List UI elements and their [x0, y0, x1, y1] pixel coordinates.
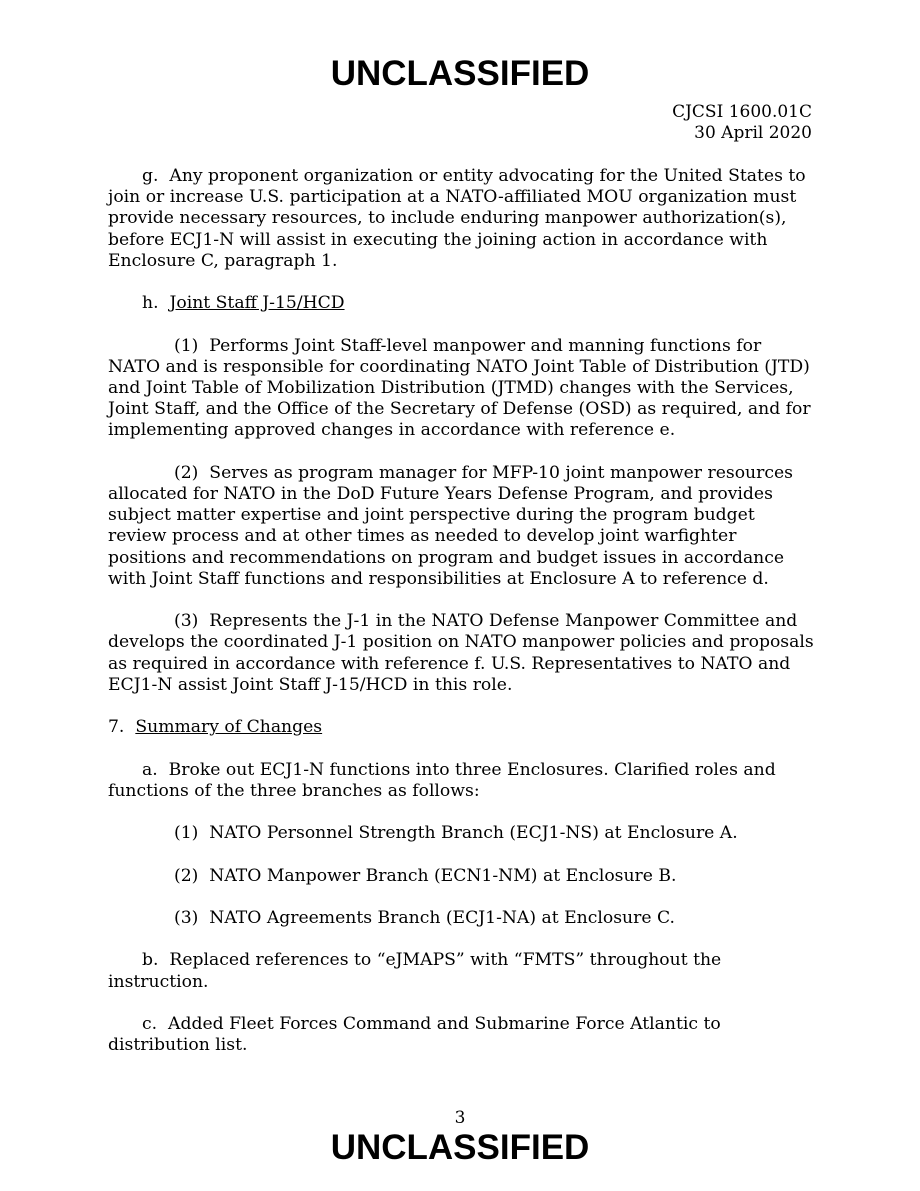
- paragraph-text: Any proponent organization or entity advocating for the United States to join or increase U.S. participation at a NATO-affiliated MOU organization must provide necessary resources, to include enduring manpower authorization(s), before ECJ1-N will assist in executing the joining action in accordance with Enclosure C, paragraph 1.: [108, 166, 806, 271]
- subparagraph-label: (2): [174, 865, 199, 886]
- section-label: 7.: [108, 717, 125, 738]
- subparagraph-text: Performs Joint Staff-level manpower and manning functions for NATO and is responsible for coordinating NATO Joint Table of Distribution (JTD) and Joint Table of Mobilization Distribution (JTMD) changes with the Services, Joint Staff, and the Office of the Secretary of Defense (OSD) as required, and for implementing approved changes in accordance with reference e.: [108, 335, 811, 441]
- paragraph-g: [108, 166, 818, 272]
- paragraph-h-heading: [108, 293, 818, 314]
- paragraph-text: Replaced references to “eJMAPS” with “FMTS” throughout the instruction.: [108, 950, 722, 992]
- paragraph-label: c.: [142, 1013, 158, 1034]
- subparagraph-label: (3): [174, 907, 199, 928]
- section-7-heading: [108, 717, 818, 738]
- subparagraph-label: (3): [174, 611, 199, 632]
- doc-date: 30 April 2020: [694, 123, 812, 143]
- paragraph-h-3: [108, 611, 818, 696]
- paragraph-h-2: [108, 463, 818, 590]
- subparagraph-text: Serves as program manager for MFP-10 joint manpower resources allocated for NATO in the DoD Future Years Defense Program, and provides subject matter expertise and joint perspective during the program budget review process and at other times as needed to develop joint warfighter positions and recommendations on program and budget issues in accordance with Joint Staff functions and responsibilities at Enclosure A to reference d.: [108, 462, 793, 589]
- subparagraph-text: NATO Manpower Branch (ECN1-NM) at Enclosure B.: [209, 865, 677, 886]
- paragraph-7c: [108, 1014, 818, 1056]
- subparagraph-text: Represents the J-1 in the NATO Defense Manpower Committee and develops the coordinated J-1 position on NATO manpower policies and proposals as required in accordance with reference f. U.S. Representatives to NATO and ECJ1-N assist Joint Staff J-15/HCD in this role.: [108, 611, 814, 695]
- section-heading: Joint Staff J-15/HCD: [169, 293, 345, 314]
- paragraph-7a: [108, 760, 818, 802]
- paragraph-7b: [108, 950, 818, 992]
- subparagraph-label: (2): [174, 462, 199, 483]
- document-body: [108, 166, 818, 1078]
- paragraph-label: h.: [142, 293, 159, 314]
- subparagraph-text: NATO Agreements Branch (ECJ1-NA) at Enclosure C.: [209, 907, 675, 928]
- paragraph-7a-1: [108, 823, 818, 844]
- doc-number: CJCSI 1600.01C: [672, 102, 812, 122]
- paragraph-text: Broke out ECJ1-N functions into three Enclosures. Clarified roles and functions of the three branches as follows:: [108, 759, 776, 801]
- page-number: 3: [454, 1108, 466, 1128]
- classification-marking-bottom: UNCLASSIFIED: [330, 1128, 590, 1167]
- section-heading: Summary of Changes: [135, 717, 323, 738]
- paragraph-7a-2: [108, 866, 818, 887]
- subparagraph-label: (1): [174, 335, 199, 356]
- document-identifier: [672, 102, 812, 144]
- paragraph-label: b.: [142, 950, 159, 971]
- paragraph-label: a.: [142, 759, 158, 780]
- subparagraph-text: NATO Personnel Strength Branch (ECJ1-NS) at Enclosure A.: [209, 823, 738, 844]
- paragraph-7a-3: [108, 908, 818, 929]
- subparagraph-label: (1): [174, 823, 199, 844]
- classification-marking-top: UNCLASSIFIED: [330, 54, 590, 93]
- paragraph-label: g.: [142, 166, 159, 186]
- paragraph-h-1: [108, 336, 818, 442]
- paragraph-text: Added Fleet Forces Command and Submarine Force Atlantic to distribution list.: [108, 1013, 721, 1056]
